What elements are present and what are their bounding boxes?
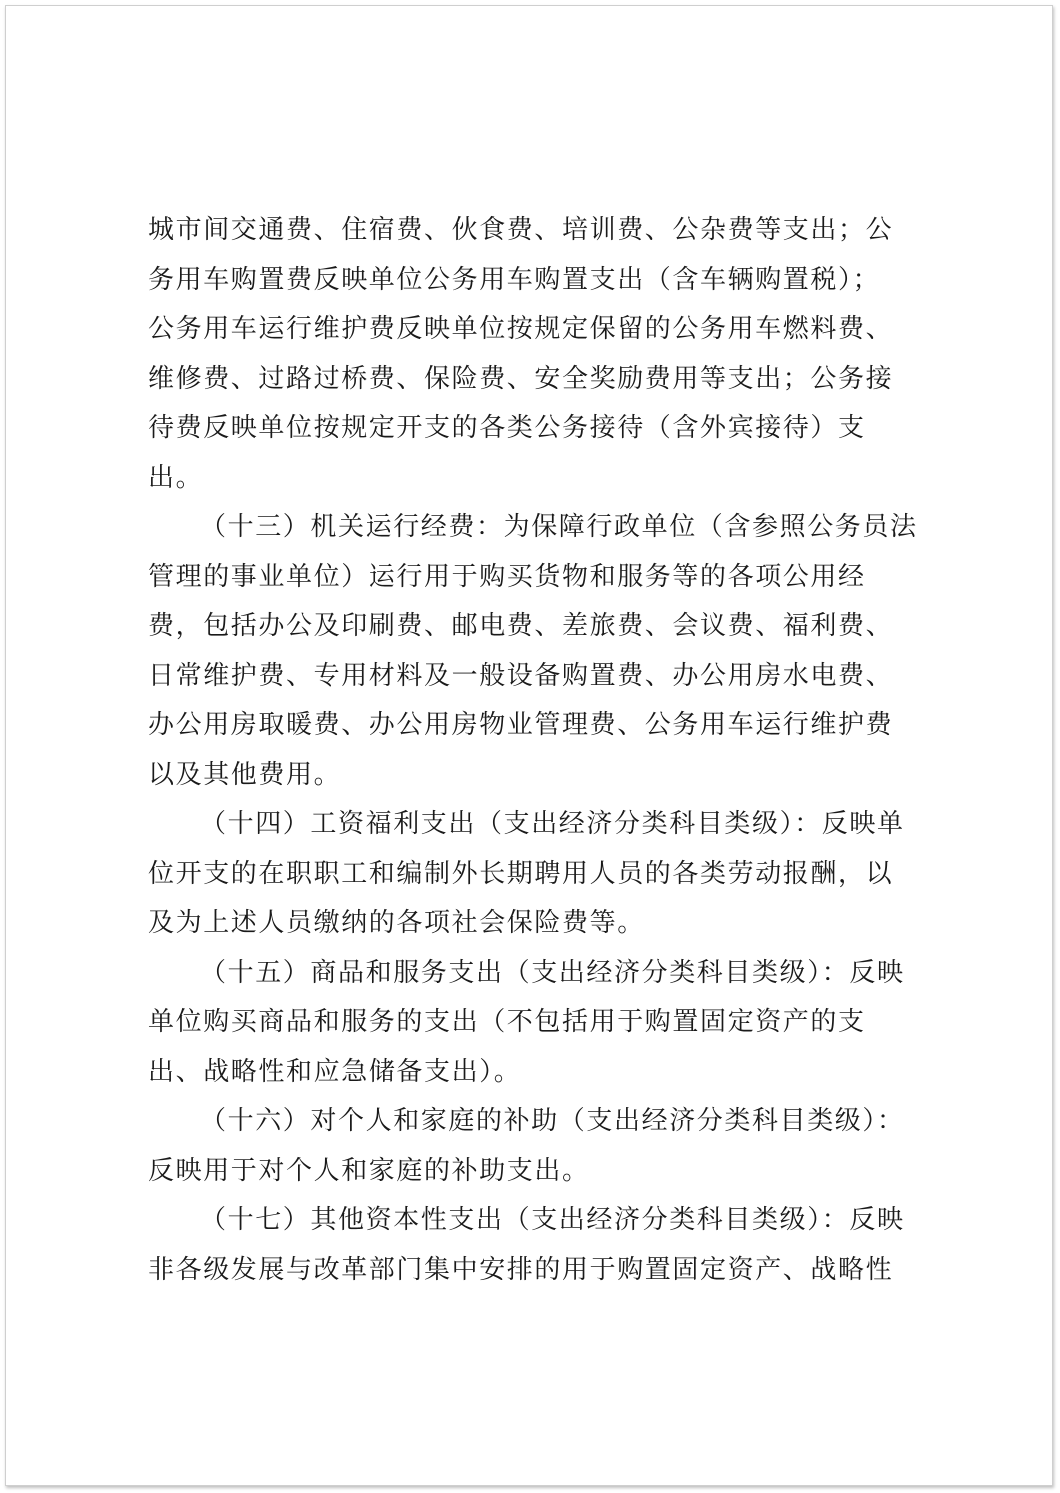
section-heading-line: （十七）其他资本性支出（支出经济分类科目类级）：反映 [200,1205,905,1235]
text-line: 办公用房取暖费、办公用房物业管理费、公务用车运行维护费 [148,710,894,740]
text-line: 维修费、过路过桥费、保险费、安全奖励费用等支出；公务接 [148,363,894,394]
text-line: 以及其他费用。 [148,759,342,790]
text-line: 务用车购置费反映单位公务用车购置支出（含车辆购置税）； [148,264,881,295]
text-line: 非各级发展与改革部门集中安排的用于购置固定资产、战略性 [148,1254,894,1285]
section-heading-line: （十五）商品和服务支出（支出经济分类科目类级）：反映 [200,957,905,988]
text-line: 位开支的在职职工和编制外长期聘用人员的各类劳动报酬，以 [148,858,894,889]
text-line: 反映用于对个人和家庭的补助支出。 [148,1155,590,1186]
text-line: 单位购买商品和服务的支出（不包括用于购置固定资产的支 [148,1007,866,1037]
text-line: 费，包括办公及印刷费、邮电费、差旅费、会议费、福利费、 [148,611,894,641]
section-heading-line: （十六）对个人和家庭的补助（支出经济分类科目类级）： [200,1106,905,1136]
text-line: 出、战略性和应急储备支出）。 [148,1056,522,1087]
document-page [5,5,1053,1486]
text-line: 管理的事业单位）运行用于购买货物和服务等的各项公用经 [148,561,866,592]
text-line: 出。 [148,462,204,493]
text-line: 城市间交通费、住宿费、伙食费、培训费、公杂费等支出；公 [148,215,894,245]
text-line: 公务用车运行维护费反映单位按规定保留的公务用车燃料费、 [148,314,894,344]
text-line: 待费反映单位按规定开支的各类公务接待（含外宾接待）支 [148,413,866,443]
section-heading-line: （十四）工资福利支出（支出经济分类科目类级）：反映单 [200,809,905,839]
text-line: 及为上述人员缴纳的各项社会保险费等。 [148,908,645,938]
section-heading-line: （十三）机关运行经费：为保障行政单位（含参照公务员法 [200,512,918,542]
text-line: 日常维护费、专用材料及一般设备购置费、办公用房水电费、 [148,660,894,691]
body-text [148,206,928,1295]
